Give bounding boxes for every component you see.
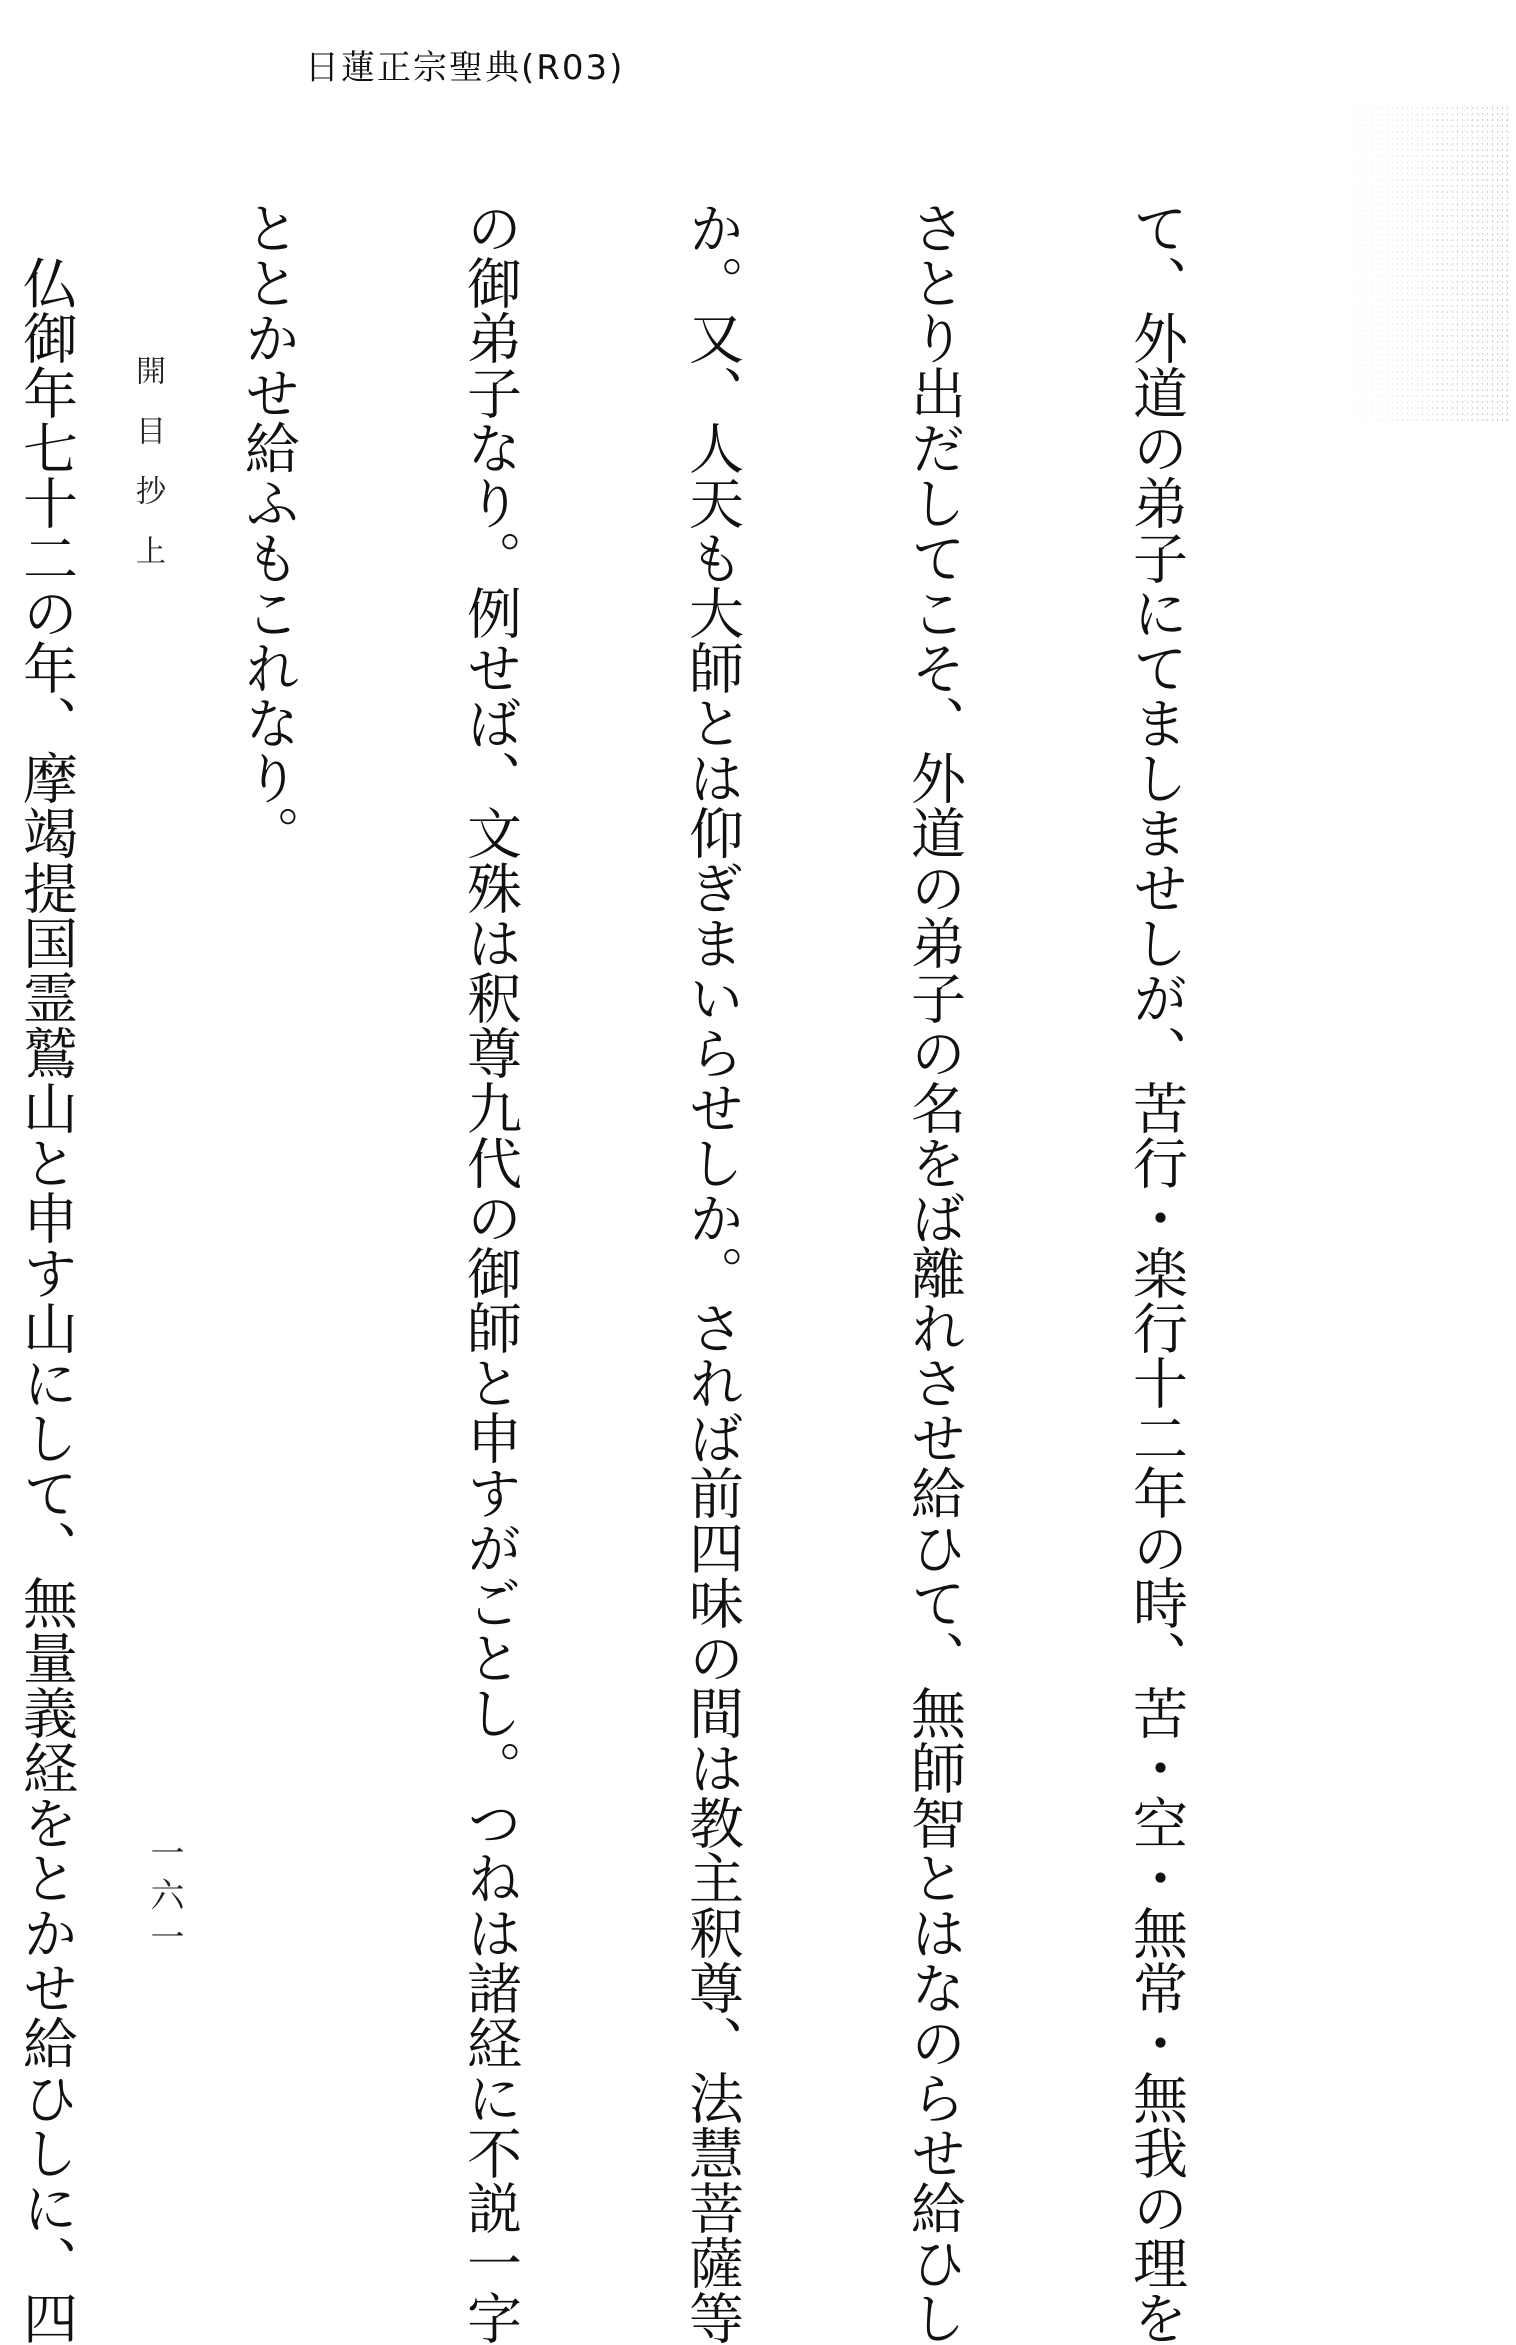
running-title: 開目抄上 xyxy=(130,355,165,595)
page-header: 日蓮正宗聖典(R03) xyxy=(305,48,625,88)
body-text xyxy=(0,200,1341,2345)
text-line: て、外道の弟子にてましませしが、苦行・楽行十二年の時、苦・空・無常・無我の理を xyxy=(1124,200,1188,2345)
text-line: ととかせ給ふもこれなり。 xyxy=(236,200,300,860)
scan-speckle xyxy=(1340,105,1510,425)
text-line: 仏御年七十二の年、摩竭提国霊鷲山と申す山にして、無量義経をとかせ給ひしに、四 xyxy=(14,200,78,2345)
page-number: 一六一 xyxy=(144,1835,184,1961)
text-line: か。又、人天も大師とは仰ぎまいらせしか。されば前四味の間は教主釈尊、法慧菩薩等 xyxy=(680,200,744,2345)
text-line: さとり出だしてこそ、外道の弟子の名をば離れさせ給ひて、無師智とはなのらせ給ひし xyxy=(902,200,966,2345)
text-line: の御弟子なり。例せば、文殊は釈尊九代の御師と申すがごとし。つねは諸経に不説一字 xyxy=(458,200,522,2345)
